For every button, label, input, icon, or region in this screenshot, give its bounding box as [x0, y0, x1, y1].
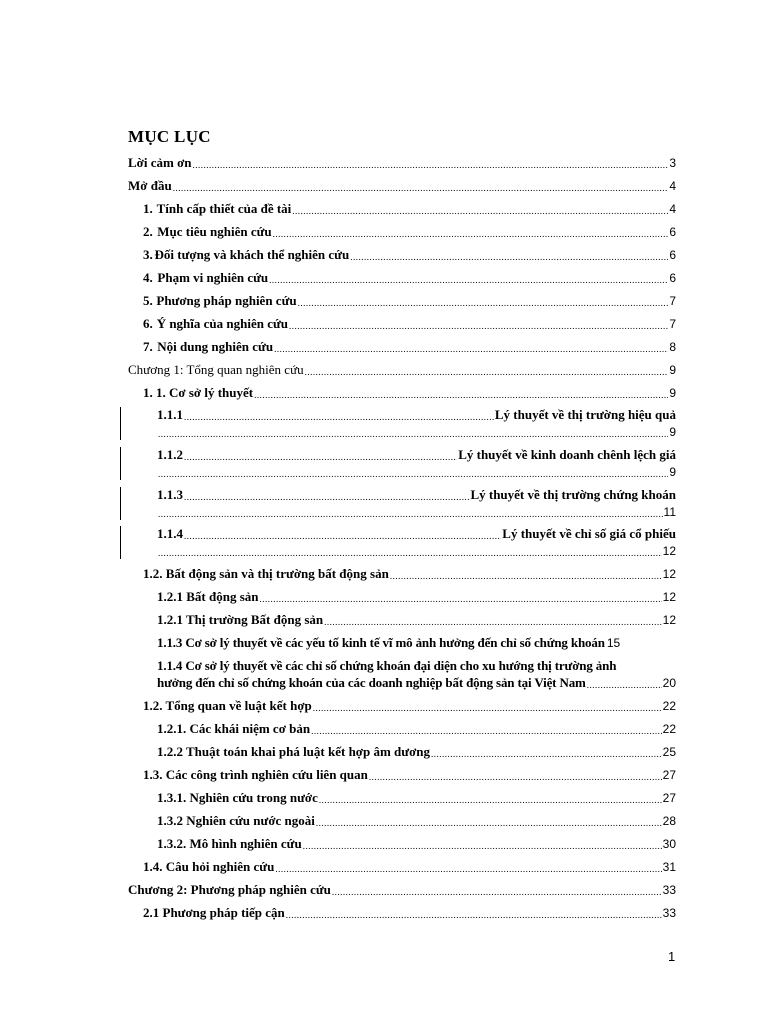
toc-entry-page: 11: [663, 505, 676, 519]
toc-entry-page: 27: [662, 791, 676, 805]
toc-entry-page: 12: [662, 590, 676, 604]
toc-entry[interactable]: [143, 905, 676, 921]
dot-leader: [269, 274, 668, 286]
toc-entry[interactable]: [157, 744, 676, 760]
dot-leader: [158, 508, 663, 520]
toc-entry-page: 9: [669, 425, 676, 439]
toc-entry-label: Lý thuyết về chỉ số giá cổ phiếu: [502, 526, 676, 541]
toc-entry-label: 1.1.3 Cơ sở lý thuyết về các yếu tố kinh tế vĩ mô ảnh hưởng đến chỉ số chứng khoán: [157, 635, 605, 650]
toc-entry-number: 5.: [143, 293, 153, 308]
toc-entry-label: Nội dung nghiên cứu: [157, 339, 274, 354]
dot-leader: [260, 593, 662, 605]
dot-leader: [350, 251, 668, 263]
toc-entry-continuation: [157, 504, 676, 520]
toc-entry-number: 7.: [143, 339, 153, 354]
toc-entry-continuation: [157, 424, 676, 440]
dot-leader: [184, 491, 469, 503]
toc-entry-label: 1. 1. Cơ sở lý thuyết: [143, 385, 254, 400]
toc-entry-continuation: [157, 543, 676, 559]
toc-entry-label: 1.2.1. Các khái niệm cơ bản: [157, 721, 311, 736]
toc-entry-number: 1.1.3: [157, 487, 183, 502]
toc-entry[interactable]: [143, 767, 676, 783]
dot-leader: [316, 817, 662, 829]
toc-entry-number: 1.1.4: [157, 526, 183, 541]
dot-leader: [184, 530, 501, 542]
toc-entry-page: 33: [662, 906, 676, 920]
toc-entry-page: 6: [669, 248, 676, 262]
toc-entry-label: Chương 2: Phương pháp nghiên cứu: [128, 882, 331, 897]
toc-entry[interactable]: [157, 813, 676, 829]
toc-entry-label: Tính cấp thiết của đề tài: [156, 201, 292, 216]
toc-entry-page: 25: [662, 745, 676, 759]
toc-entry-label: Lý thuyết về thị trường hiệu quả: [494, 407, 676, 422]
toc-entry-label: Mục tiêu nghiên cứu: [157, 224, 272, 239]
toc-entry-label: Phương pháp nghiên cứu: [156, 293, 297, 308]
change-bar: [120, 526, 121, 559]
toc-entry-page: 9: [669, 386, 676, 400]
dot-leader: [289, 320, 668, 332]
toc-entry-label-line2: hưởng đến chỉ số chứng khoán của các doanh nghiệp bất động sản tại Việt Nam: [157, 675, 586, 690]
toc-entry-label: Lý thuyết về thị trường chứng khoán: [470, 487, 676, 502]
toc-entry[interactable]: [157, 612, 676, 628]
dot-leader: [298, 297, 669, 309]
toc-entry-label: Phạm vi nghiên cứu: [157, 270, 269, 285]
dot-leader: [431, 748, 662, 760]
toc-title: MỤC LỤC: [128, 127, 211, 146]
toc-entry-number: 1.1.2: [157, 447, 183, 462]
toc-entry-number: 2.: [143, 224, 153, 239]
toc-entry-page: 31: [662, 860, 676, 874]
dot-leader: [158, 547, 662, 559]
toc-entry-label: 1.2.1 Bất động sản: [157, 589, 259, 604]
toc-entry[interactable]: [157, 790, 676, 806]
toc-entry[interactable]: [128, 178, 676, 194]
toc-entry[interactable]: [143, 316, 676, 332]
change-bar: [120, 447, 121, 480]
toc-entry-label: Đối tượng và khách thể nghiên cứu: [154, 247, 350, 262]
toc-entry-label: 1.2. Bất động sản và thị trường bất động sản: [143, 566, 389, 581]
dot-leader: [254, 389, 668, 401]
toc-entry[interactable]: [157, 487, 676, 503]
dot-leader: [184, 451, 457, 463]
toc-entry[interactable]: [143, 270, 676, 286]
toc-entry-page: 9: [669, 363, 676, 377]
toc-entry-label: 1.3.1. Nghiên cứu trong nước: [157, 790, 318, 805]
dot-leader: [184, 411, 494, 423]
toc-entry[interactable]: [157, 447, 676, 463]
dot-leader: [158, 428, 668, 440]
toc-entry-page: 12: [662, 613, 676, 627]
change-bar: [120, 407, 121, 440]
toc-entry-number: 1.1.1: [157, 407, 183, 422]
toc-entry-label: 1.2. Tổng quan về luật kết hợp: [143, 698, 312, 713]
toc-entry-page: 30: [662, 837, 676, 851]
toc-entry-page: 15: [606, 636, 621, 650]
dot-leader: [587, 679, 662, 691]
toc-entry-page: 7: [669, 294, 676, 308]
toc-entry[interactable]: [157, 407, 676, 423]
dot-leader: [292, 205, 668, 217]
toc-entry-number: 6.: [143, 316, 153, 331]
toc-entry-label: 1.4. Câu hỏi nghiên cứu: [143, 859, 275, 874]
toc-entry-label: 2.1 Phương pháp tiếp cận: [143, 905, 285, 920]
change-bar: [120, 487, 121, 520]
toc-entry-number: 3.: [143, 247, 153, 262]
toc-entry-label: 1.3.2 Nghiên cứu nước ngoài: [157, 813, 315, 828]
toc-entry-page: 9: [669, 465, 676, 479]
toc-entry[interactable]: [143, 224, 676, 240]
toc-entry-page: 22: [662, 699, 676, 713]
toc-entry-number: 1.: [143, 201, 153, 216]
toc-entry-page: 12: [662, 544, 676, 558]
dot-leader: [311, 725, 662, 737]
toc-entry-page: 20: [662, 676, 676, 690]
toc-entry-label: Lý thuyết về kinh doanh chênh lệch giá: [458, 447, 676, 462]
toc-entry-continuation: [157, 675, 676, 691]
toc-entry-label: 1.3. Các công trình nghiên cứu liên quan: [143, 767, 368, 782]
toc-entry-label: 1.1.4 Cơ sở lý thuyết về các chỉ số chứng khoán đại diện cho xu hướng thị trường ảnh: [157, 658, 617, 673]
dot-leader: [158, 468, 668, 480]
toc-entry[interactable]: [143, 201, 676, 217]
toc-entry[interactable]: [128, 362, 676, 378]
toc-entry[interactable]: [143, 385, 676, 401]
toc-entry-page: 12: [662, 567, 676, 581]
toc-entry-page: 27: [662, 768, 676, 782]
dot-leader: [275, 863, 661, 875]
dot-leader: [313, 702, 662, 714]
toc-entry-label: Lời cảm ơn: [128, 155, 192, 170]
toc-entry[interactable]: [128, 882, 676, 898]
toc-entry-label: Chương 1: Tổng quan nghiên cứu: [128, 362, 304, 377]
toc-entry-page: 28: [662, 814, 676, 828]
toc-entry[interactable]: [157, 589, 676, 605]
toc-entry-page: 6: [669, 225, 676, 239]
dot-leader: [319, 794, 662, 806]
toc-entry-page: 7: [669, 317, 676, 331]
toc-entry-page: 6: [669, 271, 676, 285]
toc-entry-page: 22: [662, 722, 676, 736]
toc-entry-page: 33: [662, 883, 676, 897]
toc-entry-label: 1.3.2. Mô hình nghiên cứu: [157, 836, 302, 851]
dot-leader: [324, 616, 662, 628]
toc-entry[interactable]: [143, 859, 676, 875]
dot-leader: [369, 771, 662, 783]
toc-entry[interactable]: [143, 698, 676, 714]
dot-leader: [273, 228, 669, 240]
dot-leader: [193, 159, 669, 171]
toc-entry-label: Mở đầu: [128, 178, 172, 193]
toc-entry[interactable]: [157, 526, 676, 542]
toc-entry-page: 3: [669, 156, 676, 170]
dot-leader: [305, 366, 669, 378]
toc-entry-label: Ý nghĩa của nghiên cứu: [156, 316, 289, 331]
page-number: 1: [668, 949, 676, 964]
toc-entry[interactable]: [157, 836, 676, 852]
dot-leader: [332, 886, 662, 898]
toc-entry-page: 4: [669, 202, 676, 216]
toc-entry[interactable]: [128, 155, 676, 171]
toc-entry[interactable]: [157, 721, 676, 737]
dot-leader: [274, 343, 668, 355]
dot-leader: [303, 840, 662, 852]
toc-entry-page: 8: [669, 340, 676, 354]
dot-leader: [173, 182, 669, 194]
toc-entry[interactable]: [143, 247, 676, 263]
toc-entry[interactable]: [143, 566, 676, 582]
toc-entry[interactable]: [143, 293, 676, 309]
toc-entry-number: 4.: [143, 270, 153, 285]
dot-leader: [390, 570, 662, 582]
toc-entry-continuation: [157, 464, 676, 480]
toc-entry-label: 1.2.2 Thuật toán khai phá luật kết hợp âm dương: [157, 744, 431, 759]
toc-entry-label: 1.2.1 Thị trường Bất động sản: [157, 612, 324, 627]
toc-entry[interactable]: [157, 635, 676, 651]
toc-entry[interactable]: [157, 658, 676, 674]
toc-entry[interactable]: [143, 339, 676, 355]
toc-entry-page: 4: [669, 179, 676, 193]
dot-leader: [286, 909, 662, 921]
